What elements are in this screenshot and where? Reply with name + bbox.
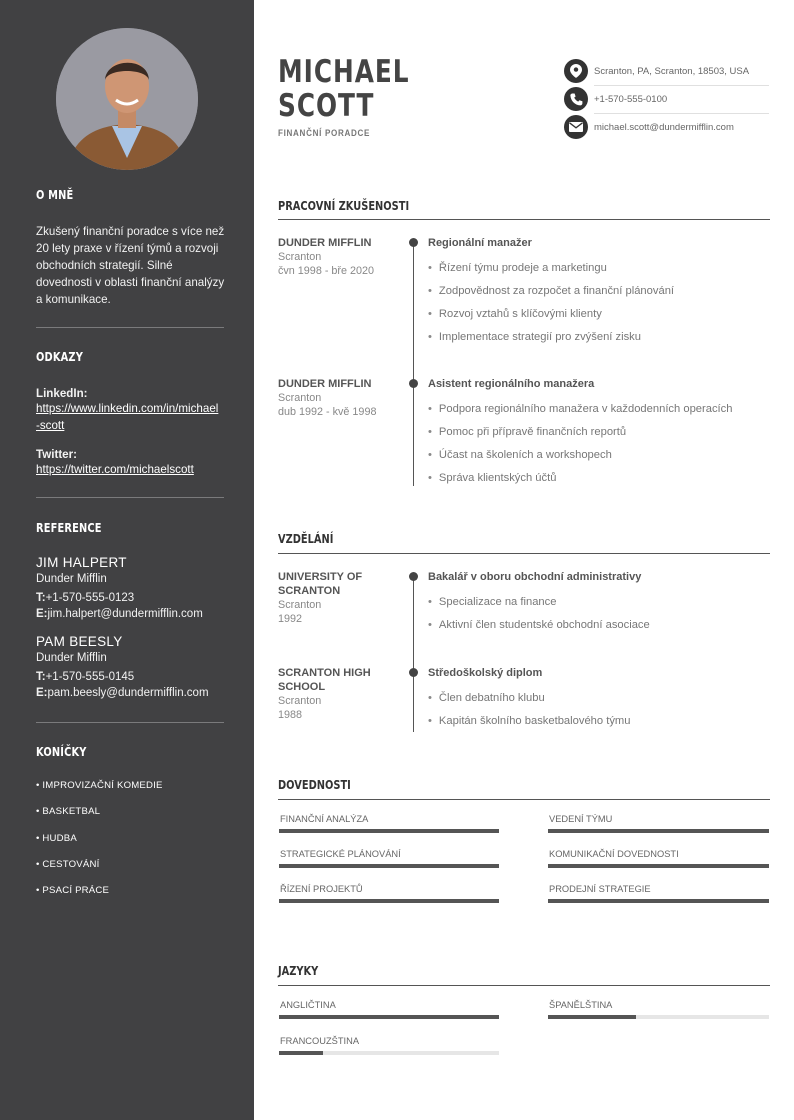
skill-bar-fill — [548, 829, 769, 833]
skill-name: STRATEGICKÉ PLÁNOVÁNÍ — [280, 849, 401, 859]
job-role: Regionální manažer — [428, 237, 532, 249]
school-name: SCRANTON HIGH SCHOOL — [278, 667, 371, 693]
linkedin-label: LinkedIn: — [36, 387, 88, 400]
reference-phone: T:+1-570-555-0145 — [36, 671, 135, 683]
language-name: FRANCOUZŠTINA — [280, 1036, 360, 1046]
hobbies-heading: KONÍČKY — [36, 745, 87, 759]
timeline-dot — [409, 379, 418, 388]
divider — [594, 113, 769, 114]
links-heading: ODKAZY — [36, 350, 84, 364]
language-bar — [279, 1051, 499, 1055]
skill-bar — [548, 899, 769, 903]
employer: DUNDER MIFFLIN — [278, 237, 372, 249]
skill-name: VEDENÍ TÝMU — [549, 814, 613, 824]
school-city: Scranton — [278, 695, 322, 707]
degree: Středoškolský diplom — [428, 667, 543, 679]
skill-bar — [548, 864, 769, 868]
section-divider — [278, 985, 770, 986]
timeline-dot — [409, 572, 418, 581]
employer: DUNDER MIFFLIN — [278, 378, 372, 390]
skill-bar-fill — [279, 899, 499, 903]
skill-bar — [548, 829, 769, 833]
employer-city: Scranton — [278, 251, 322, 263]
skill-bar — [279, 829, 499, 833]
skill-bar-fill — [548, 864, 769, 868]
language-bar-fill — [279, 1051, 323, 1055]
skill-name: ŘÍZENÍ PROJEKTŮ — [280, 884, 363, 894]
about-text: Zkušený finanční poradce s více než 20 lety praxe v řízení týmů a rozvoji obchodních strategií. Silné dovednosti v oblasti finanční analýzy a komunikace. — [36, 225, 225, 306]
envelope-icon — [564, 115, 588, 139]
job-bullet: • Zodpovědnost za rozpočet a finanční plánování — [428, 285, 674, 297]
school-city: Scranton — [278, 599, 322, 611]
hobby-item: • HUDBA — [36, 833, 78, 844]
divider — [594, 85, 769, 86]
reference-company: Dunder Mifflin — [36, 652, 107, 664]
graduation-year: 1988 — [278, 709, 303, 721]
contact-phone: +1-570-555-0100 — [594, 94, 668, 105]
hobby-item: • PSACÍ PRÁCE — [36, 885, 110, 896]
employer-city: Scranton — [278, 392, 322, 404]
timeline-dot — [409, 238, 418, 247]
school-name: UNIVERSITY OF SCRANTON — [278, 571, 363, 597]
hobby-item: • BASKETBAL — [36, 806, 101, 817]
skill-name: KOMUNIKAČNÍ DOVEDNOSTI — [549, 849, 679, 859]
timeline-dot — [409, 668, 418, 677]
name-last: SCOTT — [278, 88, 375, 124]
skill-bar-fill — [279, 829, 499, 833]
twitter-link[interactable]: https://twitter.com/michaelscott — [36, 463, 194, 476]
hobby-item: • CESTOVÁNÍ — [36, 859, 100, 870]
reference-name: PAM BEESLY — [36, 634, 123, 649]
skill-bar-fill — [279, 864, 499, 868]
reference-company: Dunder Mifflin — [36, 573, 107, 585]
name-first: MICHAEL — [278, 54, 410, 90]
education-bullet: • Člen debatního klubu — [428, 692, 545, 704]
section-divider — [278, 553, 770, 554]
sidebar — [0, 0, 254, 1120]
skill-bar — [279, 864, 499, 868]
experience-heading: PRACOVNÍ ZKUŠENOSTI — [278, 199, 410, 213]
reference-heading: REFERENCE — [36, 521, 102, 535]
education-heading: VZDĚLÁNÍ — [278, 532, 334, 546]
location-pin-icon — [564, 59, 588, 83]
reference-email: E:jim.halpert@dundermifflin.com — [36, 608, 203, 620]
linkedin-link[interactable]: https://www.linkedin.com/in/michael-scott — [36, 402, 219, 432]
contact-address: Scranton, PA, Scranton, 18503, USA — [594, 66, 750, 77]
education-bullet: • Specializace na finance — [428, 596, 556, 608]
education-bullet: • Aktivní člen studentské obchodní asociace — [428, 619, 650, 631]
language-bar — [548, 1015, 769, 1019]
reference-name: JIM HALPERT — [36, 555, 127, 570]
job-bullet: • Podpora regionálního manažera v každodenních operacích — [428, 403, 732, 415]
divider — [36, 722, 224, 723]
education-bullet: • Kapitán školního basketbalového týmu — [428, 715, 630, 727]
skill-name: FINANČNÍ ANALÝZA — [280, 814, 369, 824]
job-bullet: • Implementace strategií pro zvýšení zisku — [428, 331, 641, 343]
graduation-year: 1992 — [278, 613, 303, 625]
skill-bar — [279, 899, 499, 903]
section-divider — [278, 219, 770, 220]
reference-email: E:pam.beesly@dundermifflin.com — [36, 687, 209, 699]
language-name: ANGLIČTINA — [280, 1000, 336, 1010]
job-bullet: • Pomoc při přípravě finančních reportů — [428, 426, 626, 438]
divider — [36, 327, 224, 328]
job-role: Asistent regionálního manažera — [428, 378, 595, 390]
language-bar-fill — [548, 1015, 636, 1019]
reference-phone: T:+1-570-555-0123 — [36, 592, 135, 604]
section-divider — [278, 799, 770, 800]
timeline-line — [413, 576, 414, 732]
languages-heading: JAZYKY — [278, 964, 319, 978]
employment-dates: dub 1992 - kvě 1998 — [278, 406, 377, 418]
profile-photo — [56, 28, 198, 170]
phone-icon — [564, 87, 588, 111]
job-bullet: • Řízení týmu prodeje a marketingu — [428, 262, 607, 274]
language-name: ŠPANĚLŠTINA — [549, 1000, 613, 1010]
degree: Bakalář v oboru obchodní administrativy — [428, 571, 642, 583]
contact-email[interactable]: michael.scott@dundermifflin.com — [594, 122, 734, 133]
skills-heading: DOVEDNOSTI — [278, 778, 351, 792]
skill-bar-fill — [548, 899, 769, 903]
job-bullet: • Rozvoj vztahů s klíčovými klienty — [428, 308, 602, 320]
job-title: FINANČNÍ PORADCE — [278, 128, 371, 139]
job-bullet: • Účast na školeních a workshopech — [428, 449, 612, 461]
job-bullet: • Správa klientských účtů — [428, 472, 556, 484]
twitter-label: Twitter: — [36, 448, 78, 461]
skill-name: PRODEJNÍ STRATEGIE — [549, 884, 651, 894]
language-bar-fill — [279, 1015, 499, 1019]
employment-dates: čvn 1998 - bře 2020 — [278, 265, 375, 277]
about-heading: O MNĚ — [36, 188, 74, 202]
timeline-line — [413, 242, 414, 486]
divider — [36, 497, 224, 498]
language-bar — [279, 1015, 499, 1019]
hobby-item: • IMPROVIZAČNÍ KOMEDIE — [36, 780, 163, 791]
